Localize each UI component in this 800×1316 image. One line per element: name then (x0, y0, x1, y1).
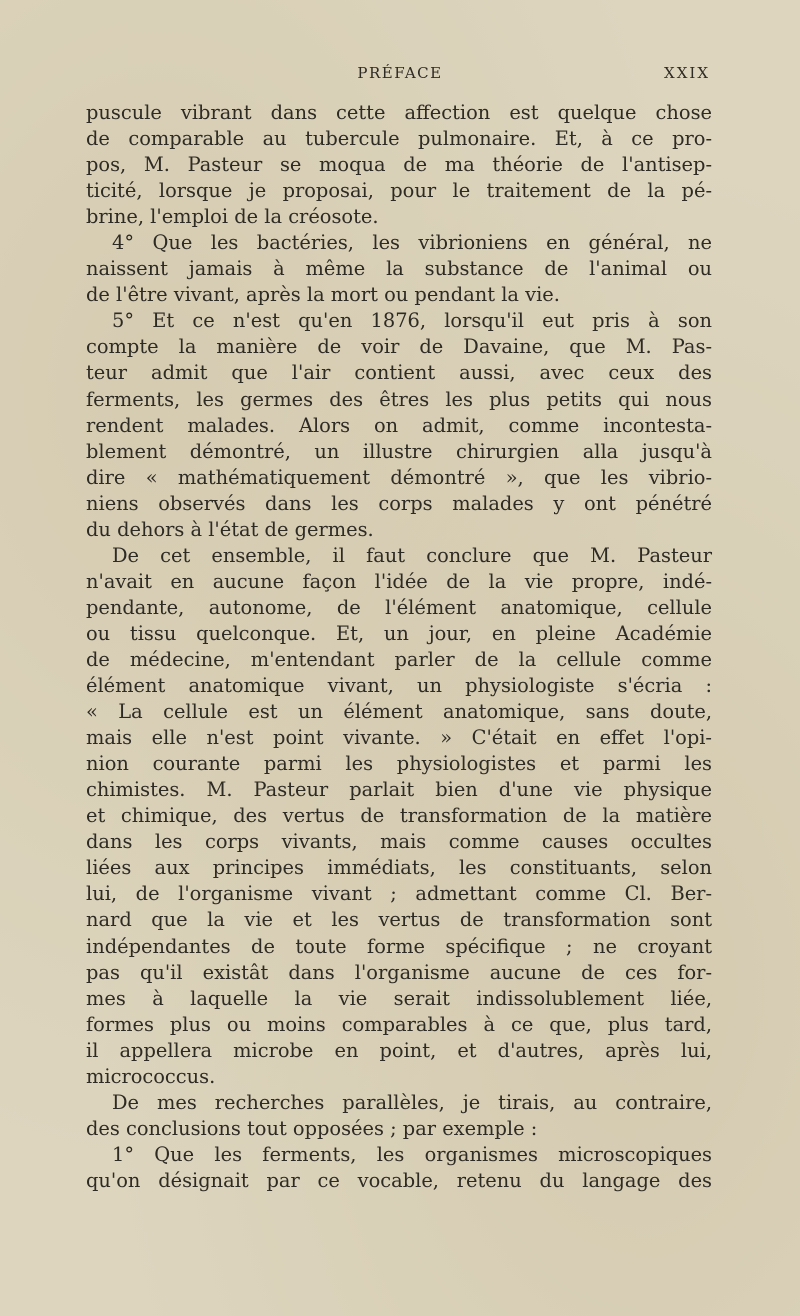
text-line: compte la manière de voir de Davaine, que M. Pas- (86, 335, 712, 359)
text-line: micrococcus. (86, 1064, 216, 1088)
text-line: rendent malades. Alors on admit, comme incontesta- (86, 413, 712, 437)
text-line: nard que la vie et les vertus de transformation sont (86, 908, 712, 932)
text-line: 1° Que les ferments, les organismes microscopiques (112, 1142, 712, 1166)
text-line: indépendantes de toute forme spécifique ; ne croyant (86, 934, 712, 958)
text-line: pas qu'il existât dans l'organisme aucune de ces for- (86, 960, 712, 984)
text-line: nion courante parmi les physiologistes et parmi les (86, 752, 712, 776)
text-line: teur admit que l'air contient aussi, avec ceux des (86, 361, 712, 385)
text-line: puscule vibrant dans cette affection est quelque chose (86, 101, 712, 124)
running-head (90, 58, 710, 88)
text-line: naissent jamais à même la substance de l'animal ou (86, 257, 712, 281)
text-line: du dehors à l'état de germes. (86, 517, 374, 541)
text-line: De mes recherches parallèles, je tirais, au contraire, (112, 1090, 712, 1114)
text-line: ticité, lorsque je proposai, pour le traitement de la pé- (86, 179, 712, 203)
text-line: de médecine, m'entendant parler de la cellule comme (86, 647, 712, 671)
text-line: blement démontré, un illustre chirurgien alla jusqu'à (86, 439, 712, 463)
page-number: XXIX (664, 64, 710, 82)
running-title: PRÉFACE (357, 64, 443, 82)
text-line: n'avait en aucune façon l'idée de la vie propre, indé- (86, 569, 712, 593)
text-line: ferments, les germes des êtres les plus petits qui nous (86, 387, 712, 411)
text-line: qu'on désignait par ce vocable, retenu du langage des (86, 1168, 712, 1192)
text-line: il appellera microbe en point, et d'autres, après lui, (86, 1038, 712, 1062)
text-line: ou tissu quelconque. Et, un jour, en pleine Académie (86, 621, 712, 645)
text-line: lui, de l'organisme vivant ; admettant comme Cl. Ber- (86, 882, 712, 906)
text-line: niens observés dans les corps malades y ont pénétré (86, 491, 712, 515)
text-line: de l'être vivant, après la mort ou pendant la vie. (86, 283, 560, 307)
text-line: des conclusions tout opposées ; par exemple : (86, 1116, 538, 1140)
text-line: De cet ensemble, il faut conclure que M. Pasteur (112, 543, 712, 567)
text-line: dire « mathématiquement démontré », que les vibrio- (86, 465, 712, 489)
text-line: mais elle n'est point vivante. » C'était en effet l'opi- (86, 726, 712, 750)
body-text (86, 100, 712, 1194)
text-line: 4° Que les bactéries, les vibrioniens en général, ne (112, 231, 712, 255)
text-line: élément anatomique vivant, un physiologiste s'écria : (86, 674, 712, 698)
text-line: pendante, autonome, de l'élément anatomique, cellule (86, 595, 712, 619)
text-line: 5° Et ce n'est qu'en 1876, lorsqu'il eut pris à son (112, 309, 712, 333)
text-line: « La cellule est un élément anatomique, sans doute, (86, 700, 712, 724)
text-line: formes plus ou moins comparables à ce que, plus tard, (86, 1012, 712, 1036)
text-line: et chimique, des vertus de transformation de la matière (86, 804, 712, 828)
text-line: dans les corps vivants, mais comme causes occultes (86, 830, 712, 854)
text-line: mes à laquelle la vie serait indissolublement liée, (86, 986, 712, 1010)
text-line: pos, M. Pasteur se moqua de ma théorie de l'antisep- (86, 153, 712, 177)
text-line: de comparable au tubercule pulmonaire. Et, à ce pro- (86, 127, 712, 151)
text-line: chimistes. M. Pasteur parlait bien d'une vie physique (86, 778, 712, 802)
text-line: brine, l'emploi de la créosote. (86, 205, 379, 229)
text-line: liées aux principes immédiats, les constituants, selon (86, 856, 712, 880)
